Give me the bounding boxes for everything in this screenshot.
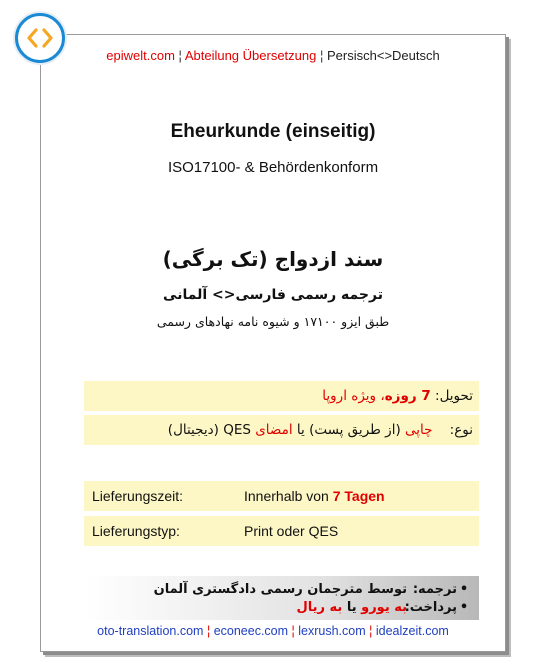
payment-or: یا xyxy=(346,599,357,615)
payment-rial: به ریال xyxy=(296,599,343,615)
header-separator: ¦ xyxy=(178,48,182,63)
code-brackets-icon xyxy=(27,27,53,49)
persian-subtitle: ترجمه رسمی فارسی<> آلمانی xyxy=(163,287,383,303)
translation-value: توسط مترجمان رسمی دادگستری آلمان xyxy=(153,581,407,597)
document-page xyxy=(40,34,506,652)
footer-links xyxy=(41,624,505,638)
de-time-prefix: Innerhalb von xyxy=(244,488,329,504)
footer-separator: ¦ xyxy=(206,624,211,638)
de-time-highlight: 7 Tagen xyxy=(332,488,385,504)
footer-link[interactable]: lexrush.com xyxy=(298,624,366,638)
header-site-link[interactable]: epiwelt.com xyxy=(106,48,175,63)
fa-type-sign: امضای xyxy=(255,422,293,438)
footer-link[interactable]: idealzeit.com xyxy=(375,624,449,638)
header-separator: ¦ xyxy=(319,48,324,63)
german-title: Eheurkunde (einseitig) xyxy=(170,121,376,142)
de-time-row xyxy=(84,481,479,511)
header-line xyxy=(41,48,505,63)
persian-title: سند ازدواج (تک برگی) xyxy=(162,247,384,271)
footer-separator: ¦ xyxy=(369,624,373,638)
de-type-row xyxy=(84,516,479,546)
de-type-value: Print oder QES xyxy=(244,523,339,539)
bullet-icon: • xyxy=(459,599,469,615)
header-languages: Persisch<>Deutsch xyxy=(327,48,440,63)
fa-type-digital: (دیجیتال) xyxy=(167,422,219,438)
de-type-label: Lieferungstyp: xyxy=(92,523,180,539)
translation-line xyxy=(84,580,471,598)
fa-delivery-rest: ، ویژه اروپا xyxy=(322,388,385,404)
header-department: Abteilung Übersetzung xyxy=(184,48,317,63)
footer-link[interactable]: econeec.com xyxy=(213,624,289,638)
de-time-label: Lieferungszeit: xyxy=(92,488,184,504)
payment-euro: به یورو xyxy=(361,599,407,615)
fa-type-qes: QES xyxy=(223,422,251,438)
payment-label: پرداخت: xyxy=(404,599,457,615)
fa-type-label: نوع: xyxy=(449,422,473,438)
footer-separator: ¦ xyxy=(291,624,295,638)
fa-delivery-highlight: 7 روزه xyxy=(384,388,431,404)
payment-line xyxy=(84,598,471,616)
fa-type-print: چاپی xyxy=(405,422,433,438)
fa-type-row xyxy=(84,415,479,445)
translation-label: ترجمه: xyxy=(412,581,457,597)
fa-type-print-note: (از طریق پست) xyxy=(309,422,401,438)
info-box xyxy=(84,576,479,620)
fa-delivery-label: تحویل: xyxy=(435,388,473,404)
fa-type-or: یا xyxy=(296,422,305,438)
logo-badge[interactable] xyxy=(15,13,65,63)
bullet-icon: • xyxy=(459,581,469,597)
german-subtitle: ISO17100- & Behördenkonform xyxy=(167,159,379,176)
footer-link[interactable]: oto-translation.com xyxy=(97,624,204,638)
persian-standard: طبق ایزو ۱۷۱۰۰ و شیوه نامه نهادهای رسمی xyxy=(156,314,390,329)
fa-delivery-row xyxy=(84,381,479,411)
